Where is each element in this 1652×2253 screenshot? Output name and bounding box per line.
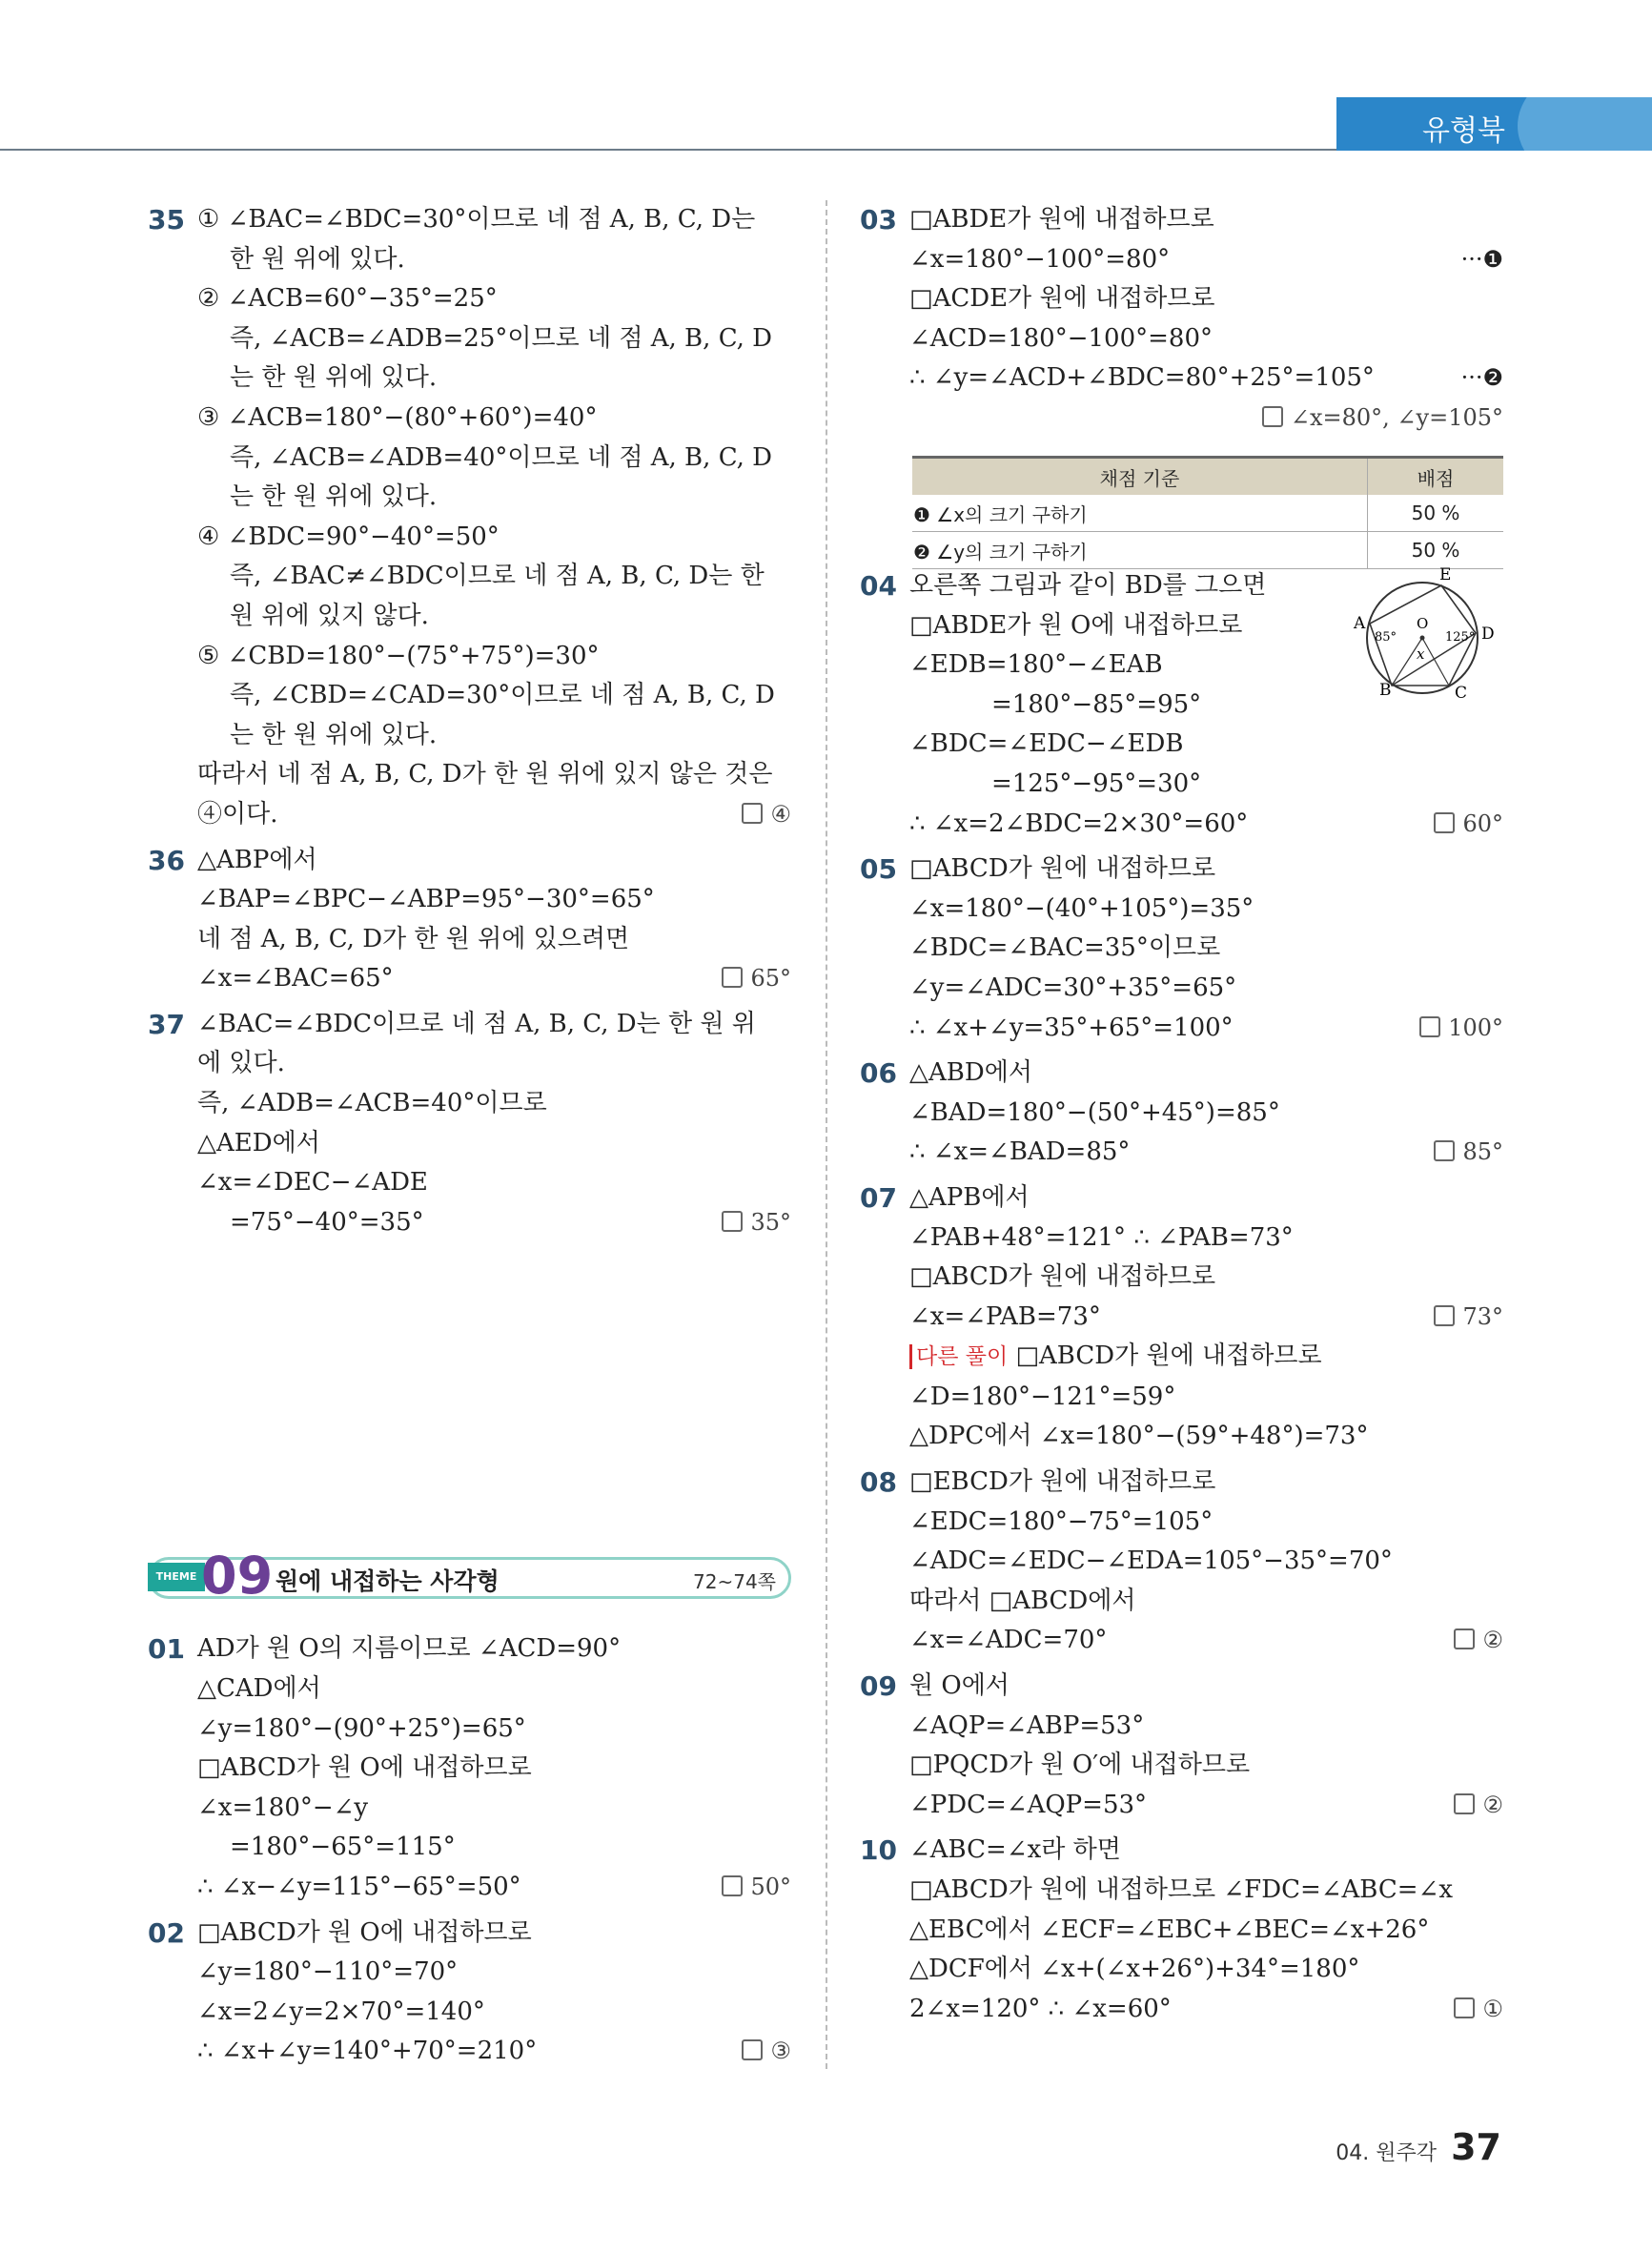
line: 즉, ∠ADB=∠ACB=40°이므로 — [197, 1089, 547, 1118]
solution-07 — [860, 1178, 1503, 1457]
line: 즉, ∠BAC≠∠BDC이므로 네 점 A, B, C, D는 한 — [230, 562, 765, 591]
angle-d-label: 125° — [1445, 630, 1476, 645]
line: ∠y=∠ADC=30°+35°=65° — [909, 973, 1237, 1002]
line: ∴ ∠x+∠y=140°+70°=210° ③ — [197, 2032, 791, 2072]
line: □ABCD가 원에 내접하므로 ∠FDC=∠ABC=∠x — [909, 1875, 1454, 1904]
line: 즉, ∠ACB=∠ADB=40°이므로 네 점 A, B, C, D — [230, 442, 773, 472]
theme-badge: THEME — [148, 1563, 205, 1591]
section-tab-label: 유형북 — [1422, 114, 1505, 148]
line: □ABCD가 원 O에 내접하므로 — [197, 1917, 532, 1947]
solution-37 — [148, 1005, 791, 1243]
solution-02 — [148, 1914, 791, 2072]
problem-number: 03 — [860, 204, 897, 236]
line — [909, 399, 1503, 444]
line: ∠x=180°−100°=80° ···❶ — [909, 240, 1503, 280]
line: 2∠x=120° ∴ ∠x=60° ① — [909, 1990, 1503, 2030]
table-cell: 50 % — [1368, 495, 1504, 532]
line: ∠PDC=∠AQP=53° ② — [909, 1786, 1503, 1826]
line: 는 한 원 위에 있다. — [230, 363, 438, 393]
problem-number: 02 — [148, 1916, 185, 1949]
table-cell: ❷ ∠y의 크기 구하기 — [912, 532, 1368, 569]
line: ∴ ∠x+∠y=35°+65°=100° 100° — [909, 1009, 1503, 1049]
line: AD가 원 O의 지름이므로 ∠ACD=90° — [197, 1634, 622, 1664]
problem-number: 06 — [860, 1057, 897, 1090]
label-d: D — [1481, 625, 1495, 644]
theme-banner — [148, 1546, 791, 1607]
problem-number: 01 — [148, 1633, 185, 1666]
line: ∠x=180°−(40°+105°)=35° — [909, 893, 1254, 923]
right-column — [860, 200, 1503, 2035]
line: △AED에서 — [197, 1128, 320, 1157]
line: ∠x=2∠y=2×70°=140° — [197, 1997, 485, 2026]
label-e: E — [1439, 566, 1452, 584]
step-mark-1: ···❶ — [1460, 245, 1503, 273]
angle-a-label: 85° — [1375, 630, 1397, 645]
line: ∠AQP=∠ABP=53° — [909, 1710, 1145, 1740]
answer-box: 50° — [722, 1868, 791, 1908]
problem-number: 04 — [860, 570, 897, 602]
line: ① ∠BAC=∠BDC=30°이므로 네 점 A, B, C, D는 — [197, 205, 756, 234]
spacer — [148, 1248, 791, 1544]
line: =180°−65°=115° — [230, 1833, 456, 1862]
label-b: B — [1379, 681, 1392, 700]
line: 는 한 원 위에 있다. — [230, 720, 438, 749]
line: ∠x=180°−∠y — [197, 1792, 369, 1822]
table-cell: 50 % — [1368, 532, 1504, 569]
line: ∠BAC=∠BDC이므로 네 점 A, B, C, D는 한 원 위 — [197, 1009, 756, 1038]
page-footer — [1336, 2126, 1501, 2168]
theme-number: 09 — [201, 1546, 274, 1607]
answer-box: ∠x=80°, ∠y=105° — [1262, 399, 1503, 439]
alt-solution-label: 다른 풀이 — [909, 1344, 1008, 1369]
line: ∴ ∠x−∠y=115°−65°=50° 50° — [197, 1868, 791, 1908]
line: ∴ ∠x=2∠BDC=2×30°=60° 60° — [909, 805, 1503, 845]
line: ∠y=180°−110°=70° — [197, 1957, 459, 1987]
line: ③ ∠ACB=180°−(80°+60°)=40° — [197, 402, 598, 432]
solution-35 — [148, 200, 791, 835]
line: 는 한 원 위에 있다. — [230, 482, 438, 512]
line: □ABCD가 원에 내접하므로 — [909, 1262, 1216, 1292]
problem-number: 36 — [148, 844, 185, 876]
line: ∠BDC=∠EDC−∠EDB — [909, 729, 1184, 759]
solution-09 — [860, 1667, 1503, 1825]
line: ∠PAB+48°=121° ∴ ∠PAB=73° — [909, 1222, 1294, 1252]
solution-36 — [148, 841, 791, 999]
theme-pages: 72~74쪽 — [693, 1570, 776, 1594]
problem-number: 35 — [148, 204, 185, 236]
line: ∠D=180°−121°=59° — [909, 1382, 1176, 1411]
line: 원 위에 있지 않다. — [230, 601, 429, 630]
answer-box: 85° — [1434, 1133, 1503, 1173]
line: ⑤ ∠CBD=180°−(75°+75°)=30° — [197, 641, 600, 670]
line: □PQCD가 원 O′에 내접하므로 — [909, 1751, 1251, 1780]
line: ∠BAP=∠BPC−∠ABP=95°−30°=65° — [197, 885, 655, 914]
table-row — [912, 495, 1503, 532]
answer-box: 60° — [1434, 805, 1503, 845]
line: □ABDE가 원에 내접하므로 — [909, 205, 1214, 234]
step-mark-2: ···❷ — [1460, 364, 1503, 392]
line: △ABP에서 — [197, 845, 317, 874]
problem-number: 37 — [148, 1008, 185, 1040]
problem-number: 05 — [860, 853, 897, 886]
center-point — [1420, 636, 1425, 641]
problem-number: 09 — [860, 1670, 897, 1703]
theme-title: 원에 내접하는 사각형 — [275, 1567, 500, 1596]
solution-06 — [860, 1054, 1503, 1173]
page-number: 37 — [1451, 2126, 1501, 2168]
line: 한 원 위에 있다. — [230, 244, 405, 274]
line: △ABD에서 — [909, 1058, 1032, 1088]
chapter-label: 04. 원주각 — [1336, 2141, 1438, 2165]
line: 따라서 네 점 A, B, C, D가 한 원 위에 있지 않은 것은 — [197, 760, 773, 789]
answer-box: ② — [1454, 1786, 1503, 1826]
solution-08 — [860, 1463, 1503, 1661]
solution-03 — [860, 200, 1503, 561]
problem-number: 07 — [860, 1181, 897, 1214]
table-header: 배점 — [1368, 458, 1504, 496]
line: △CAD에서 — [197, 1674, 321, 1704]
line: □ABDE가 원 O에 내접하므로 — [909, 610, 1243, 640]
line: 즉, ∠ACB=∠ADB=25°이므로 네 점 A, B, C, D — [230, 323, 773, 353]
left-column — [148, 200, 791, 2078]
column-divider — [826, 200, 827, 2069]
line: ∴ ∠y=∠ACD+∠BDC=80°+25°=105° ···❷ — [909, 358, 1503, 399]
line: ∠EDC=180°−75°=105° — [909, 1506, 1214, 1536]
line: ④ ∠BDC=90°−40°=50° — [197, 522, 500, 551]
label-o: O — [1417, 615, 1429, 632]
line: ∠y=180°−(90°+25°)=65° — [197, 1713, 526, 1743]
answer-box: 65° — [722, 959, 791, 999]
line: ② ∠ACB=60°−35°=25° — [197, 284, 498, 314]
line: =125°−95°=30° — [991, 768, 1202, 798]
problem-number: 08 — [860, 1466, 897, 1499]
line: □ACDE가 원에 내접하므로 — [909, 284, 1215, 314]
table-cell: ❶ ∠x의 크기 구하기 — [912, 495, 1368, 532]
solution-01 — [148, 1629, 791, 1907]
line: 즉, ∠CBD=∠CAD=30°이므로 네 점 A, B, C, D — [230, 681, 775, 710]
line: ∠ACD=180°−100°=80° — [909, 323, 1213, 353]
line: 네 점 A, B, C, D가 한 원 위에 있으려면 — [197, 924, 630, 953]
line: 오른쪽 그림과 같이 BD를 그으면 — [909, 571, 1267, 600]
label-x: x — [1417, 645, 1425, 663]
line: ∠BAD=180°−(50°+45°)=85° — [909, 1097, 1280, 1127]
scoring-table — [912, 456, 1503, 569]
line: □EBCD가 원에 내접하므로 — [909, 1467, 1216, 1497]
line: 따라서 □ABCD에서 — [909, 1586, 1136, 1615]
line: 다른 풀이 □ABCD가 원에 내접하므로 — [909, 1337, 1503, 1378]
line: 원 O에서 — [909, 1671, 1010, 1701]
answer-box: ② — [1454, 1621, 1503, 1661]
segment-oc — [1422, 638, 1449, 686]
line: ∠x=∠BAC=65° 65° — [197, 959, 791, 999]
line: ∠ADC=∠EDC−∠EDA=105°−35°=70° — [909, 1546, 1393, 1576]
line: 에 있다. — [197, 1049, 285, 1078]
line: □ABCD가 원에 내접하므로 — [909, 854, 1216, 884]
line: ∠EDB=180°−∠EAB — [909, 650, 1163, 680]
section-tab — [1336, 97, 1652, 151]
line: △EBC에서 ∠ECF=∠EBC+∠BEC=∠x+26° — [909, 1915, 1430, 1944]
line: ∴ ∠x=∠BAD=85° 85° — [909, 1133, 1503, 1173]
answer-box: ① — [1454, 1990, 1503, 2030]
answer-box: 73° — [1434, 1298, 1503, 1338]
line: ∠x=∠DEC−∠ADE — [197, 1168, 428, 1198]
label-c: C — [1455, 684, 1468, 703]
line: △APB에서 — [909, 1182, 1030, 1212]
line: □ABCD가 원 O에 내접하므로 — [197, 1753, 532, 1783]
solution-05 — [860, 850, 1503, 1048]
line: =75°−40°=35° 35° — [197, 1203, 791, 1243]
answer-box: ③ — [742, 2032, 791, 2072]
label-a: A — [1354, 614, 1366, 633]
line: △DCF에서 ∠x+(∠x+26°)+34°=180° — [909, 1955, 1360, 1984]
line: ∠x=∠ADC=70° ② — [909, 1621, 1503, 1661]
solution-04 — [860, 566, 1503, 844]
table-row — [912, 532, 1503, 569]
problem-number: 10 — [860, 1834, 897, 1867]
line: =180°−85°=95° — [991, 689, 1202, 719]
line: ∠x=∠PAB=73° 73° — [909, 1298, 1503, 1338]
line: △DPC에서 ∠x=180°−(59°+48°)=73° — [909, 1422, 1369, 1451]
table-header: 채점 기준 — [912, 458, 1368, 496]
line: ∠ABC=∠x라 하면 — [909, 1835, 1121, 1865]
line: ④이다. ④ — [197, 795, 791, 835]
answer-box: 35° — [722, 1203, 791, 1243]
solution-10 — [860, 1831, 1503, 2029]
circle-figure — [1315, 566, 1506, 738]
answer-box: ④ — [742, 795, 791, 835]
line: ∠BDC=∠BAC=35°이므로 — [909, 933, 1221, 963]
answer-box: 100° — [1419, 1009, 1503, 1049]
